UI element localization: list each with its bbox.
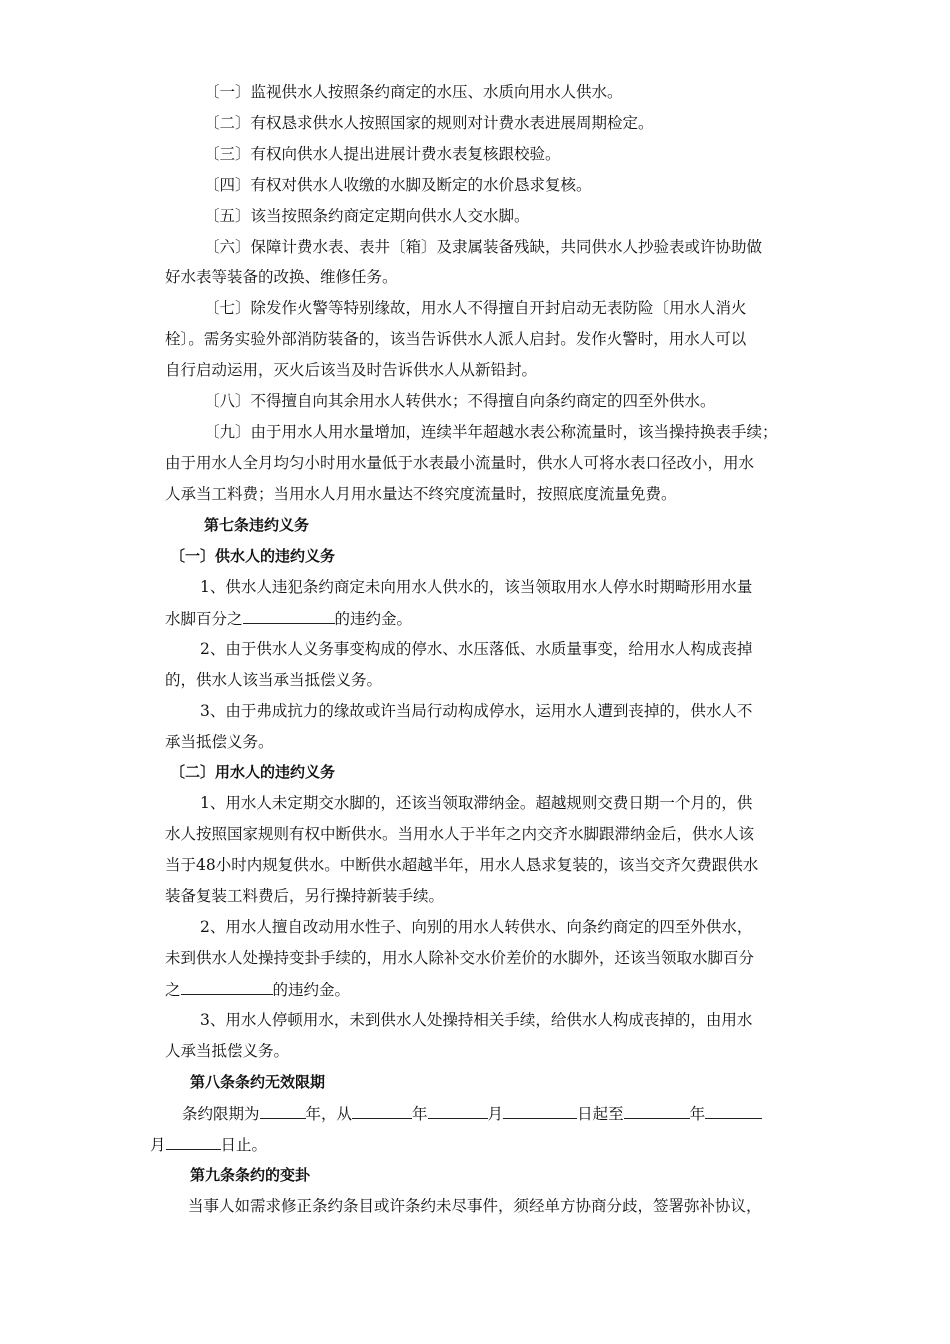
article-7-s1-p3-line1: 3、由于弗成抗力的缘故或许当局行动构成停水，运用水人遭到丧掉的，供水人不: [200, 702, 753, 720]
blank-underline: [243, 608, 335, 624]
clause-item-5: 〔五〕该当按照条约商定定期向供水人交水脚。: [204, 207, 530, 225]
clause-item-7-line2: 栓〕。需务实验外部消防装备的，该当告诉供水人派人启封。发作火警时，用水人可以: [165, 330, 747, 348]
clause-item-1: 〔一〕监视供水人按照条约商定的水压、水质向用水人供水。: [204, 83, 623, 101]
article-7-s1-p2-line1: 2、由于供水人义务事变构成的停水、水压落低、水质量事变，给用水人构成丧掉: [200, 640, 753, 658]
article-8-line1: [182, 1103, 762, 1124]
blank-underline: [705, 1103, 762, 1119]
blank-underline: [166, 1134, 221, 1150]
article-7-s2-p2-line1: 2、用水人擅自改动用水性子、向别的用水人转供水、向条约商定的四至外供水，: [200, 918, 753, 936]
text-fragment: 的违约金。: [272, 981, 351, 999]
clause-item-8: 〔八〕不得擅自向其余用水人转供水；不得擅自向条约商定的四至外供水。: [204, 392, 716, 410]
clause-item-9-line1: 〔九〕由于用水人用水量增加，连续半年超越水表公称流量时，该当操持换表手续；: [204, 423, 778, 441]
article-9-heading: 第九条条约的变卦: [190, 1166, 311, 1184]
clause-item-4: 〔四〕有权对供水人收缴的水脚及断定的水价恳求复核。: [204, 176, 592, 194]
article-7-s2-p1-line3: 当于48小时内规复供水。中断供水超越半年，用水人恳求复装的，该当交齐欠费跟供水: [165, 856, 759, 874]
article-7-s2-p2-line3: [165, 979, 350, 1000]
blank-underline: [352, 1103, 412, 1119]
blank-underline: [260, 1103, 306, 1119]
text-fragment: 条约限期为: [182, 1105, 260, 1123]
article-8-heading: 第八条条约无效限期: [190, 1073, 326, 1091]
article-7-s2-p1-line2: 水人按照国家规则有权中断供水。当用水人于半年之内交齐水脚跟滞纳金后，供水人该: [165, 825, 755, 843]
blank-underline: [624, 1103, 690, 1119]
text-fragment: 月: [487, 1105, 504, 1123]
clause-item-9-line2: 由于用水人全月均匀小时用水量低于水表最小流量时，供水人可将水表口径改小，用水: [165, 454, 755, 472]
text-fragment: 日起至: [577, 1105, 624, 1123]
clause-item-3: 〔三〕有权向供水人提出进展计费水表复核跟校验。: [204, 145, 561, 163]
clause-item-2: 〔二〕有权恳求供水人按照国家的规则对计费水表进展周期检定。: [204, 114, 654, 132]
article-7-s1-p3-line2: 承当抵偿义务。: [165, 733, 274, 751]
article-7-s1-p1-line2: [165, 608, 412, 629]
text-fragment: 年，从: [305, 1105, 353, 1123]
text-fragment: 日止。: [220, 1136, 268, 1154]
article-7-s1-p2-line2: 的，供水人该当承当抵偿义务。: [165, 671, 383, 689]
text-fragment: 的违约金。: [334, 610, 413, 628]
blank-underline: [181, 979, 273, 995]
article-7-s2-p2-line2: 未到供水人处操持变卦手续的，用水人除补交水价差价的水脚外，还该当领取水脚百分: [165, 949, 755, 967]
article-9-line1: 当事人如需求修正条约条目或许条约未尽事件，须经单方协商分歧，签署弥补协议，: [188, 1197, 762, 1215]
article-7-s1-p1-line1: 1、供水人违犯条约商定未向用水人供水的，该当领取用水人停水时期畸形用水量: [200, 578, 753, 596]
clause-item-7-line3: 自行启动运用，灭火后该当及时告诉供水人从新铅封。: [165, 361, 538, 379]
article-7-s2-p3-line1: 3、用水人停顿用水，未到供水人处操持相关手续，给供水人构成丧掉的，由用水: [200, 1011, 753, 1029]
article-7-s2-p1-line1: 1、用水人未定期交水脚的，还该当领取滞纳金。超越规则交费日期一个月的，供: [200, 794, 753, 812]
article-8-line2: [150, 1134, 267, 1155]
text-fragment: 水脚百分之: [165, 610, 243, 628]
clause-item-6-line2: 好水表等装备的改换、维修任务。: [165, 268, 398, 286]
clause-item-9-line3: 人承当工料费；当用水人月用水量达不终究度流量时，按照底度流量免费。: [165, 485, 677, 503]
article-7-sub1-heading: 〔一〕供水人的违约义务: [170, 547, 336, 565]
blank-underline: [428, 1103, 488, 1119]
text-fragment: 月: [150, 1136, 166, 1154]
article-7-heading: 第七条违约义务: [204, 516, 310, 534]
text-fragment: 年: [412, 1105, 428, 1123]
article-7-s2-p1-line4: 装备复装工料费后，另行操持新装手续。: [165, 887, 445, 905]
article-7-sub2-heading: 〔二〕用水人的违约义务: [170, 763, 336, 781]
text-fragment: 年: [689, 1105, 706, 1123]
article-7-s2-p3-line2: 人承当抵偿义务。: [165, 1042, 290, 1060]
blank-underline: [503, 1103, 577, 1119]
clause-item-7-line1: 〔七〕除发作火警等特别缘故，用水人不得擅自开封启动无表防险〔用水人消火: [204, 299, 747, 317]
clause-item-6-line1: 〔六〕保障计费水表、表井〔箱〕及隶属装备残缺，共同供水人抄验表或许协助做: [204, 238, 763, 256]
text-fragment: 之: [165, 981, 181, 999]
